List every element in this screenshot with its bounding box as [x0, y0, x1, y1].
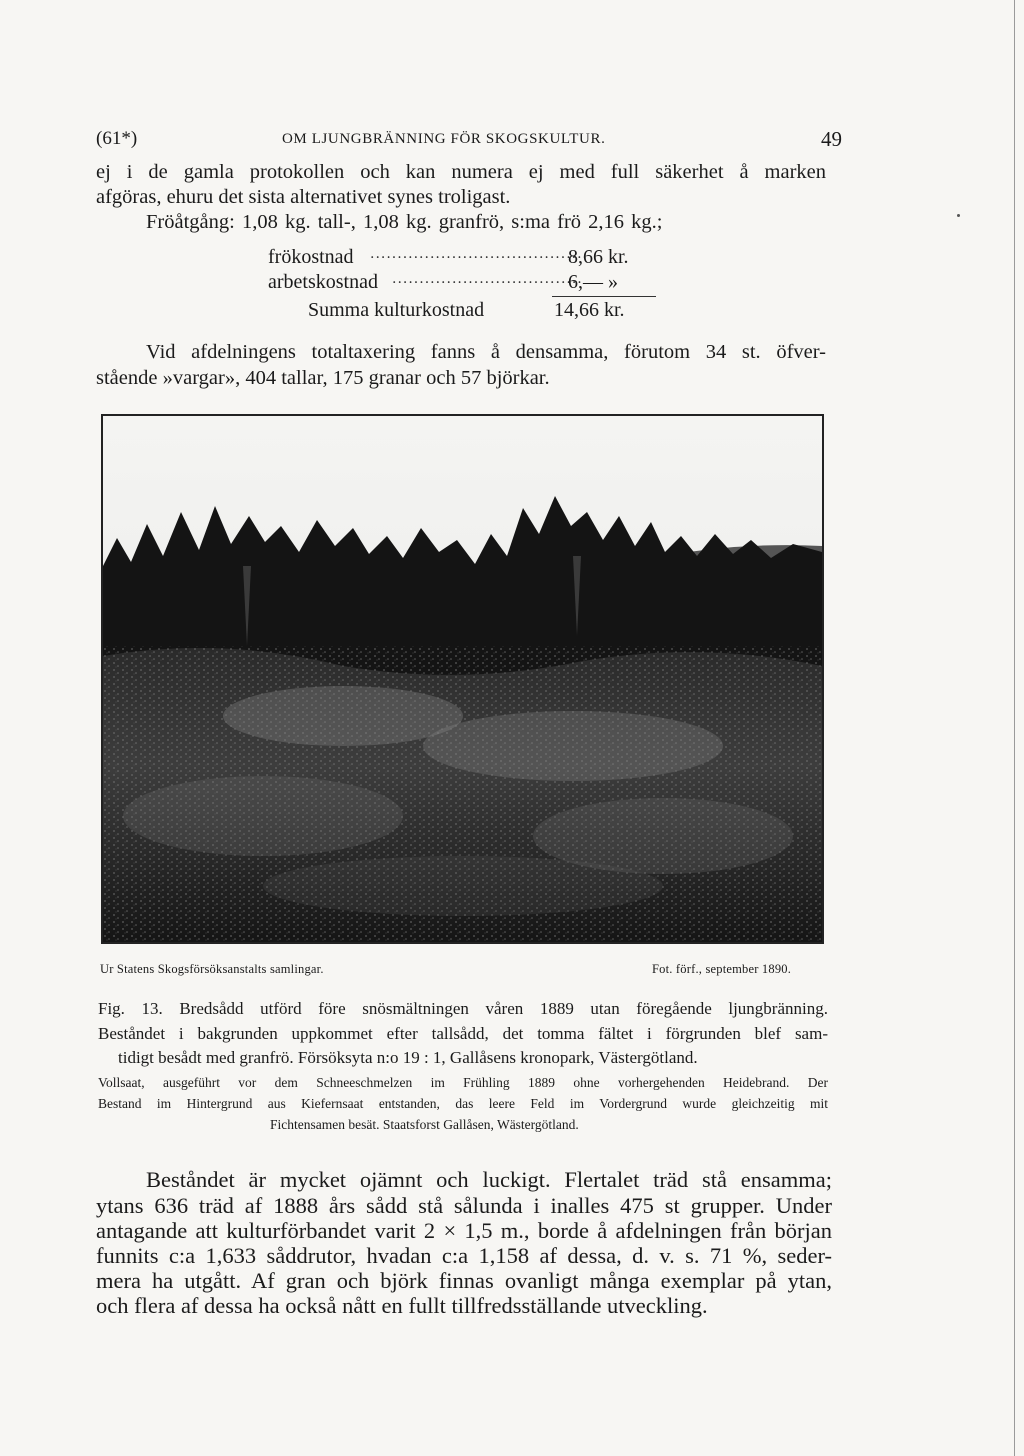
intro-line-2: afgöras, ehuru det sista alternativet synes troligast. — [96, 186, 511, 208]
intro-line-1: ej i de gamla protokollen och kan numera ej med full säkerhet å marken — [96, 161, 826, 183]
closing-line-1: Beståndet är mycket ojämnt och luckigt. Flertalet träd stå ensamma; — [146, 1167, 832, 1192]
cost-seed-value: 8,66 kr. — [568, 246, 629, 268]
caption-sv-line-3: tidigt besådt med granfrö. Försöksyta n:o 19 : 1, Gallåsens kronopark, Västergötland. — [118, 1048, 698, 1067]
cost-labor-value: 6,— » — [568, 271, 618, 293]
caption-sv-line-1: Fig. 13. Bredsådd utförd före snösmältningen våren 1889 utan föregående ljungbränning. — [98, 999, 828, 1018]
cost-labor-label: arbetskostnad — [268, 271, 378, 293]
taxation-line-1: Vid afdelningens totaltaxering fanns å densamma, förutom 34 st. öfver- — [146, 341, 826, 363]
photo-credit-source: Ur Statens Skogsförsöksanstalts samlingar. — [100, 962, 324, 976]
figure-photograph — [101, 414, 824, 944]
scan-speck — [957, 214, 960, 217]
forest-photo-illustration — [103, 416, 822, 942]
caption-de-line-2: Bestand im Hintergrund aus Kiefernsaat entstanden, das leere Feld im Vordergrund wurde gleichzeitig mit — [98, 1096, 828, 1111]
caption-de-line-1: Vollsaat, ausgeführt vor dem Schneeschmelzen im Frühling 1889 ohne vorhergehenden Heidebrand. Der — [98, 1075, 828, 1090]
closing-line-5: mera ha utgått. Af gran och björk finnas ovanligt många exemplar på ytan, — [96, 1268, 832, 1293]
cost-seed-label: frökostnad — [268, 246, 354, 268]
leader-dots: ........................................ — [370, 246, 589, 262]
caption-sv-line-2: Beståndet i bakgrunden uppkommet efter tallsådd, det tomma fältet i förgrunden blef sam- — [98, 1024, 828, 1043]
closing-line-3: antagande att kulturförbandet varit 2 × 1,5 m., borde å afdelningen från början — [96, 1218, 832, 1243]
seed-consumption-line: Fröåtgång: 1,08 kg. tall-, 1,08 kg. granfrö, s:ma frö 2,16 kg.; — [146, 211, 663, 233]
cost-total-label: Summa kulturkostnad — [308, 299, 485, 321]
closing-line-6: och flera af dessa ha också nått en fullt tillfredsställande utveckling. — [96, 1293, 708, 1318]
taxation-line-2: stående »vargar», 404 tallar, 175 granar och 57 björkar. — [96, 367, 550, 389]
scan-edge-line — [1014, 0, 1015, 1456]
page-number: 49 — [821, 127, 842, 151]
caption-de-line-3: Fichtensamen besät. Staatsforst Gallåsen, Wästergötland. — [270, 1117, 579, 1132]
photo-credit-photographer: Fot. förf., september 1890. — [652, 962, 792, 976]
closing-line-4: funnits c:a 1,633 såddrutor, hvadan c:a 1,158 af dessa, d. v. s. 71 %, seder- — [96, 1243, 832, 1268]
leader-dots: ................................... — [392, 271, 583, 287]
closing-line-2: ytans 636 träd af 1888 års sådd stå sålunda i inalles 475 st grupper. Under — [96, 1193, 832, 1218]
cost-total-value: 14,66 kr. — [554, 299, 625, 321]
running-title: OM LJUNGBRÄNNING FÖR SKOGSKULTUR. — [282, 131, 606, 147]
page-reference: (61*) — [96, 128, 138, 149]
sum-rule — [552, 296, 656, 297]
